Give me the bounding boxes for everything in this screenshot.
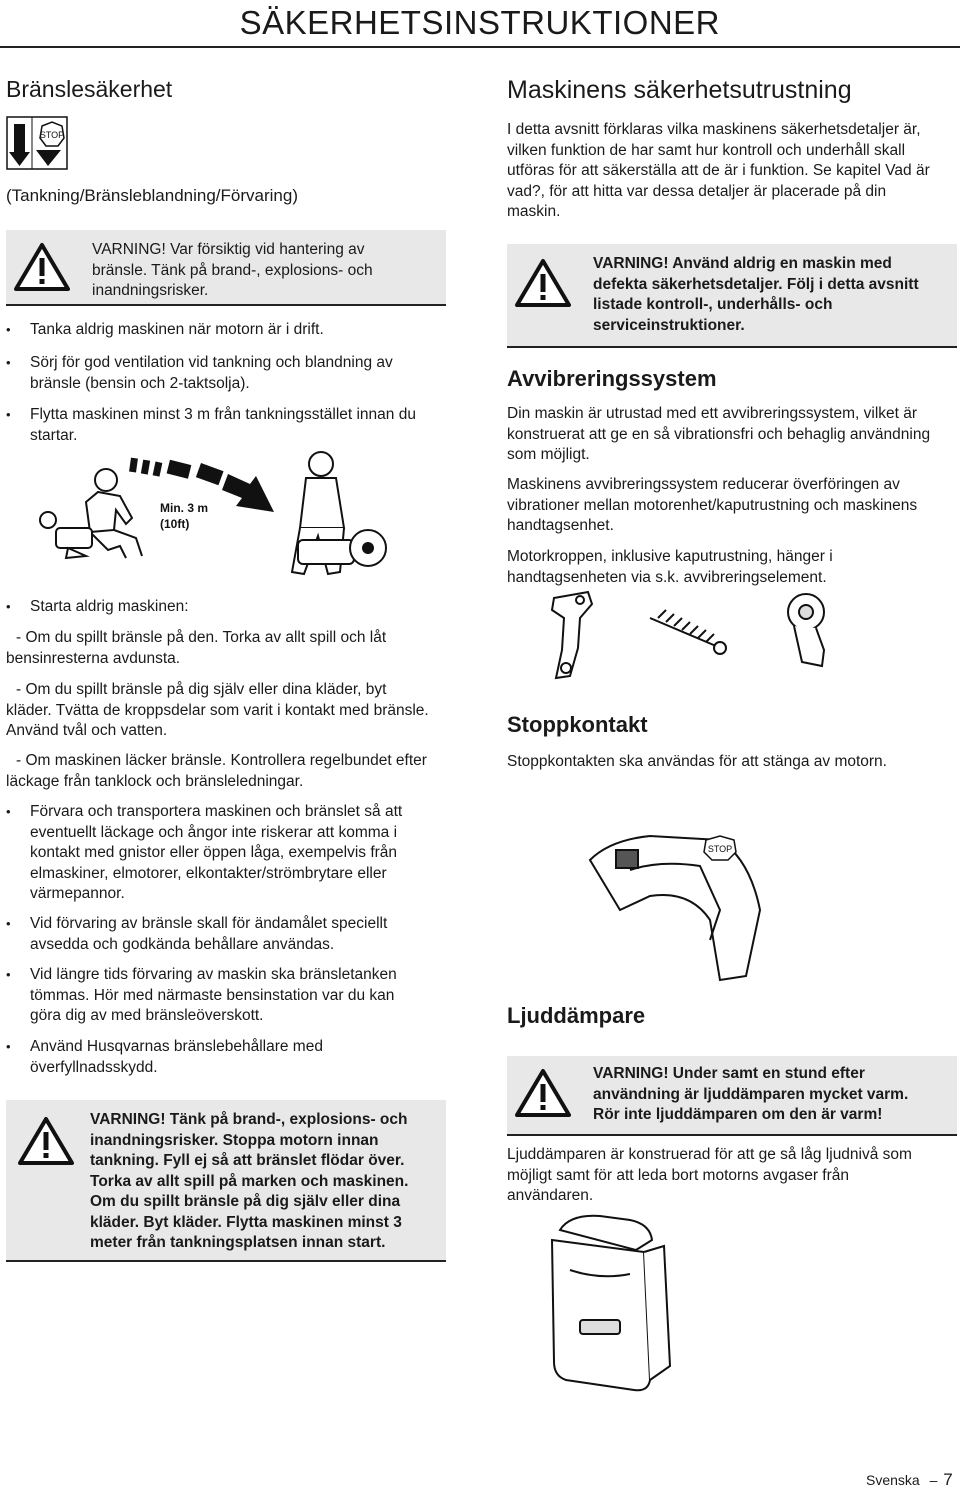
bullet-tanka: • Tanka aldrig maskinen när motorn är i drift. (30, 320, 324, 341)
bullet-tommas: • Vid längre tids förvaring av maskin ska bränsletanken tömmas. Hör med närmaste bensinstation var du kan göra dig av med bränsleöverskott. (30, 965, 397, 1027)
title-rule (0, 46, 960, 48)
warning-triangle-icon (14, 242, 70, 292)
sub-item-lacker: - Om maskinen läcker bränsle. Kontrollera regelbundet efter läckage från tanklock och bränsleledningar. (6, 752, 427, 790)
warning-triangle-icon (515, 1068, 571, 1118)
warning4-line: Rör inte ljuddämparen om den är varm! (593, 1106, 883, 1123)
warning1-line: bränsle. Tänk på brand-, explosions- och (92, 261, 373, 279)
warning3-line: defekta säkerhetsdetaljer. Följ i detta avsnitt (593, 275, 919, 293)
page-number: 7 (943, 1470, 953, 1489)
warning2-line: Om du spillt bränsle på dig själv eller dina (90, 1193, 401, 1210)
warning1-line: VARNING! Var försiktig vid hantering av (92, 241, 365, 258)
stop-switch-illustration (570, 800, 800, 990)
avvib-paragraph-2: Maskinens avvibreringssystem reducerar överföringen av vibrationer mellan motorenhet/kaputrustning och maskinens handtagsenhet. (507, 476, 918, 534)
warning2-line: VARNING! Tänk på brand-, explosions- och (90, 1111, 408, 1128)
intro-paragraph: I detta avsnitt förklaras vilka maskinens säkerhetsdetaljer är, vilken funktion de har samt hur kontroll och underhåll skall utföras för att säkerställa att de är i funktion. Se kapitel Vad är vad?, för att hitta var dessa detaljer är placerade på din maskin. (507, 121, 930, 220)
muffler-illustration (540, 1210, 720, 1400)
heading-ljuddampare: Ljuddämpare (507, 1003, 646, 1028)
warning3-line: VARNING! Använd aldrig en maskin med (593, 255, 892, 272)
bullet-ventilation: • Sörj för god ventilation vid tankning och blandning av bränsle (bensin och 2-taktsolja). (30, 353, 393, 394)
warning2-line: kläder. Byt kläder. Flytta maskinen minst 3 (90, 1213, 402, 1231)
bullet-forvara: • Förvara och transportera maskinen och bränslet så att eventuellt läckage och ångor inte riskerar att komma i kontakt med gnistor eller öppen låga, exempelvis från elmaskiner, elmotorer, elkontakter/strömbrytare eller värmepannor. (30, 802, 402, 905)
heading-sakerhetsutrustning: Maskinens säkerhetsutrustning (507, 76, 852, 104)
read-manual-stop-icon (6, 116, 68, 170)
avvib-paragraph-3: Motorkroppen, inklusive kaputrustning, hänger i handtagsenheten via s.k. avvibreringselement. (507, 548, 833, 586)
footer-dash: – (929, 1472, 938, 1488)
warning-box-3 (507, 244, 957, 348)
bullet-behallare: • Vid förvaring av bränsle skall för ändamålet speciellt avsedda och godkända behållare användas. (30, 914, 387, 955)
stop-sign-text: STOP (39, 130, 65, 140)
figure-label-ft: (10ft) (160, 517, 190, 531)
subheading-tankning: (Tankning/Bränsleblandning/Förvaring) (6, 186, 298, 205)
anti-vibration-elements-illustration (540, 588, 860, 688)
warning-box-4 (507, 1056, 957, 1136)
warning-triangle-icon (515, 258, 571, 308)
warning-box-1 (6, 230, 446, 306)
heading-bransle: Bränslesäkerhet (6, 76, 173, 102)
heading-avvibrering: Avvibreringssystem (507, 366, 717, 391)
warning2-line: tankning. Fyll ej så att bränslet flödar över. (90, 1152, 405, 1169)
sub-item-spillt-klader: - Om du spillt bränsle på dig själv eller dina kläder, byt kläder. Tvätta de kroppsdelar som varit i kontakt med bränsle. Använd tvål och vatten. (6, 681, 429, 739)
refuel-distance-illustration (28, 440, 388, 592)
warning2-line: Torka av allt spill på marken och maskinen. (90, 1172, 409, 1190)
bullet-flytta: • Flytta maskinen minst 3 m från tankningsstället innan du startar. (30, 405, 416, 446)
figure-label-min: Min. 3 m (160, 501, 209, 515)
warning4-line: VARNING! Under samt en stund efter (593, 1065, 865, 1082)
stop-switch-label: STOP (707, 844, 733, 854)
warning3-line: serviceinstruktioner. (593, 316, 745, 334)
sub-item-spillt-maskin: - Om du spillt bränsle på den. Torka av allt spill och låt bensinresterna avdunsta. (6, 629, 387, 667)
bullet-husqvarna: • Använd Husqvarnas bränslebehållare med överfyllnadsskydd. (30, 1037, 323, 1078)
footer (866, 1470, 953, 1490)
stoppkontakt-text: Stoppkontakten ska användas för att stänga av motorn. (507, 753, 887, 770)
warning3-line: listade kontroll-, underhålls- och (593, 296, 833, 313)
heading-stoppkontakt: Stoppkontakt (507, 712, 648, 737)
warning2-line: meter från tankningsplatsen innan start. (90, 1234, 386, 1251)
page-title: SÄKERHETSINSTRUKTIONER (239, 4, 720, 41)
avvib-paragraph-1: Din maskin är utrustad med ett avvibreringssystem, vilket är konstruerat att ge en så vibrationsfri och behaglig användning som möjligt. (507, 405, 931, 463)
warning-triangle-icon (18, 1116, 74, 1166)
bullet-starta-aldrig: • Starta aldrig maskinen: (30, 597, 189, 618)
warning2-line: inandningsrisker. Stoppa motorn innan (90, 1131, 379, 1149)
warning4-line: användning är ljuddämparen mycket varm. (593, 1085, 909, 1103)
ljuddampare-text: Ljuddämparen är konstruerad för att ge så låg ljudnivå som möjligt samt för att leda bort motorns avgaser från användaren. (507, 1146, 912, 1204)
warning1-line: inandningsrisker. (92, 282, 209, 299)
warning-box-2 (6, 1100, 446, 1262)
footer-language: Svenska (866, 1472, 920, 1488)
